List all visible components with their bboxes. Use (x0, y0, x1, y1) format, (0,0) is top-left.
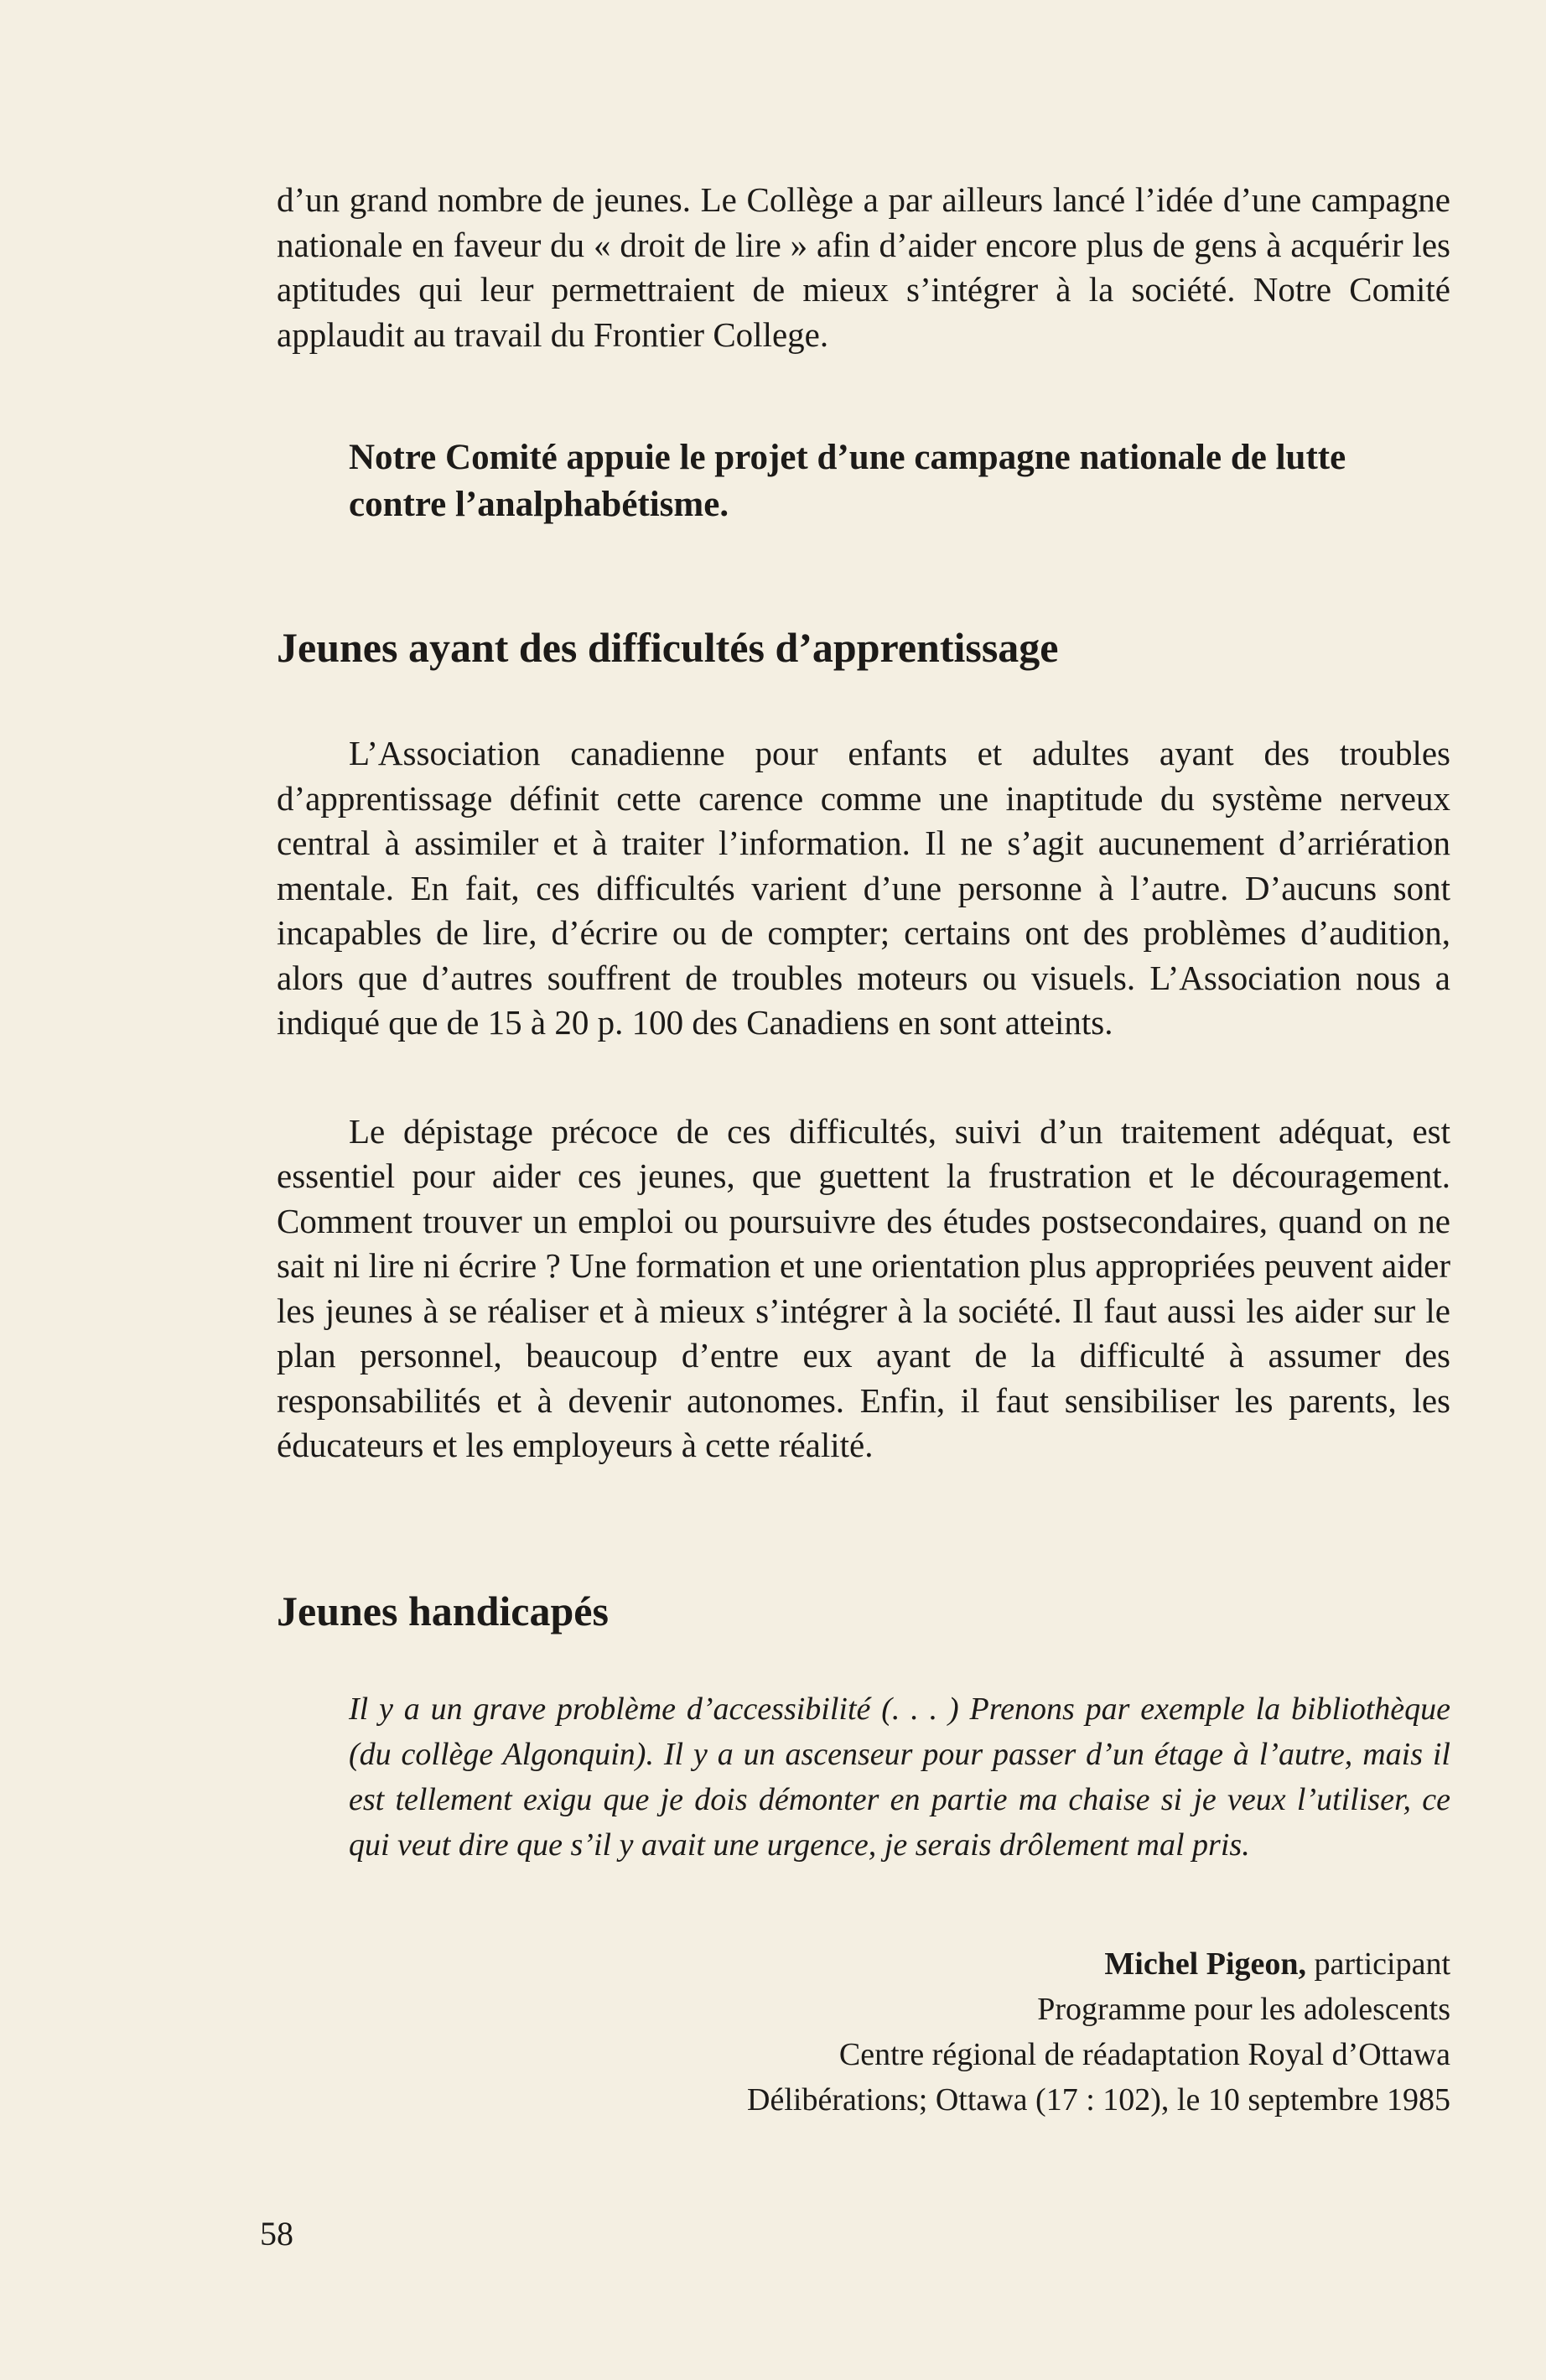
attribution-line-1 (277, 1941, 1450, 1987)
committee-recommendation: Notre Comité appuie le projet d’une campagne nationale de lutte contre l’analphabétisme. (349, 438, 1346, 524)
speaker-name: Michel Pigeon, (1104, 1946, 1307, 1982)
section-title-disabled-youth: Jeunes handicapés (277, 1587, 609, 1634)
testimony-quote: Il y a un grave problème d’accessibilité (. . . ) Prenons par exemple la bibliothèque (du collège Algonquin). Il y a un ascenseur pour passer d’un étage à l’autre, mais il est tellement exigu que je dois démonter en partie ma chaise si je veux l’utiliser, ce qui veut dire que s’il y avait une urgence, je serais drôlement mal pris. (349, 1691, 1450, 1863)
attribution-line-2: Programme pour les adolescents (1037, 1991, 1450, 2027)
section-title-learning-difficulties: Jeunes ayant des difficultés d’apprentissage (277, 624, 1059, 671)
speaker-role: participant (1306, 1946, 1450, 1982)
page-content (277, 178, 1450, 2123)
attribution-line-4: Délibérations; Ottawa (17 : 102), le 10 septembre 1985 (747, 2081, 1450, 2118)
quote-attribution (277, 1941, 1450, 2123)
paragraph-association: L’Association canadienne pour enfants et adultes ayant des troubles d’apprentissage définit cette carence comme une inaptitude du système nerveux central à assimiler et à traiter l’information. Il ne s’agit aucunement d’arriération mentale. En fait, ces difficultés varient d’une personne à l’autre. D’aucuns sont incapables de lire, d’écrire ou de compter; certains ont des problèmes d’audition, alors que d’autres souffrent de troubles moteurs ou visuels. L’Association nous a indiqué que de 15 à 20 p. 100 des Canadiens en sont atteints. (277, 734, 1450, 1042)
page-number: 58 (260, 2215, 293, 2253)
opening-paragraph: d’un grand nombre de jeunes. Le Collège a par ailleurs lancé l’idée d’une campagne nationale en faveur du « droit de lire » afin d’aider encore plus de gens à acquérir les aptitudes qui leur permettraient de mieux s’intégrer à la société. Notre Comité applaudit au travail du Frontier College. (277, 180, 1450, 354)
paragraph-early-detection: Le dépistage précoce de ces difficultés, suivi d’un traitement adéquat, est essentiel pour aider ces jeunes, que guettent la frustration et le découragement. Comment trouver un emploi ou poursuivre des études postsecondaires, quand on ne sait ni lire ni écrire ? Une formation et une orientation plus appropriées peuvent aider les jeunes à se réaliser et à mieux s’intégrer à la société. Il faut aussi les aider sur le plan personnel, beaucoup d’entre eux ayant de la difficulté à assumer des responsabilités et à devenir autonomes. Enfin, il faut sensibiliser les parents, les éducateurs et les employeurs à cette réalité. (277, 1111, 1450, 1464)
attribution-line-3: Centre régional de réadaptation Royal d’Ottawa (838, 2036, 1450, 2072)
